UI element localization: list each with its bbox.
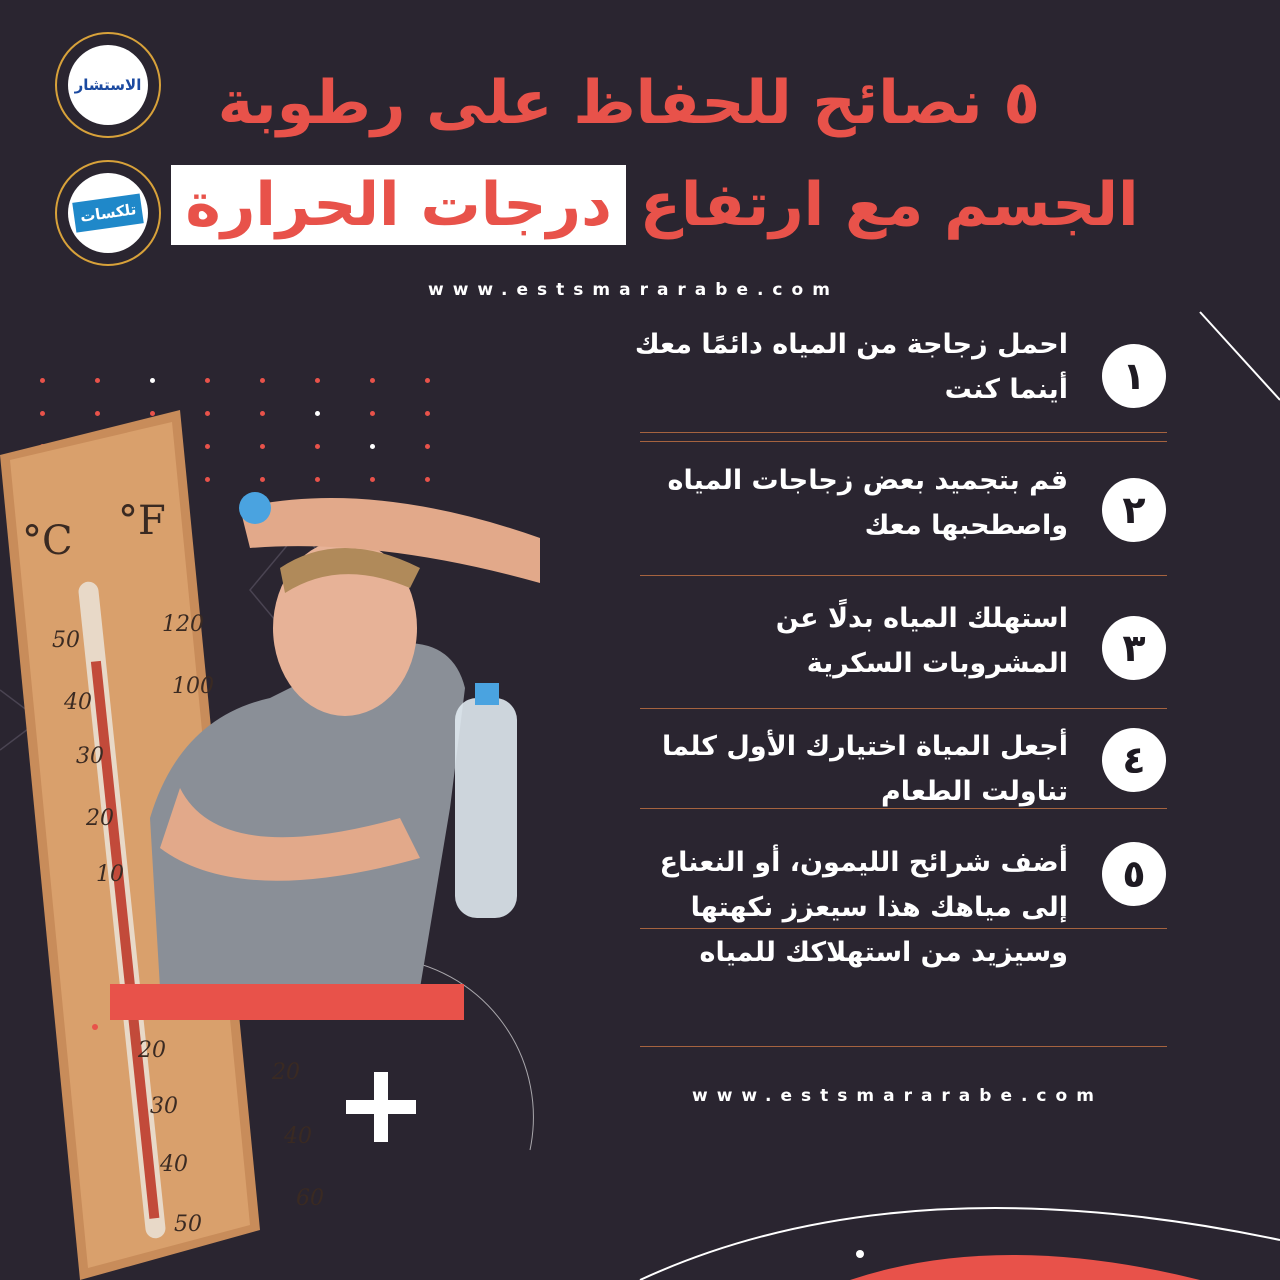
- dot-grid-dot: [315, 477, 320, 482]
- website-bottom: www.estsmararabe.com: [692, 1086, 1103, 1106]
- divider-1: [640, 432, 1167, 433]
- tip-1-number: ١: [1102, 344, 1166, 408]
- dot-grid-dot: [370, 411, 375, 416]
- talksat-logo: [55, 160, 161, 266]
- lower-fahrenheit-tick-20: 20: [272, 1060, 300, 1085]
- celsius-tick-30: 30: [76, 744, 104, 769]
- dot-grid-dot: [260, 411, 265, 416]
- lower-celsius-tick-30: 30: [150, 1094, 178, 1119]
- lower-celsius-tick-50: 50: [174, 1212, 202, 1237]
- plus-icon: [346, 1072, 416, 1142]
- tip-1-text: احمل زجاجة من المياه دائمًا معك أينما كنت: [634, 329, 1068, 405]
- fahrenheit-tick-100: 100: [172, 674, 214, 699]
- dot-grid-dot: [95, 378, 100, 383]
- dot-grid-dot: [315, 378, 320, 383]
- tip-3-number: ٣: [1102, 616, 1166, 680]
- tip-4-text: أجعل المياة اختيارك الأول كلما تناولت الطعام: [662, 731, 1068, 807]
- dot-grid-dot: [150, 378, 155, 383]
- dot-grid-dot: [370, 378, 375, 383]
- dot-grid-dot: [370, 477, 375, 482]
- title-line-2-plain: الجسم مع ارتفاع: [639, 170, 1139, 240]
- fahrenheit-tick-120: 120: [162, 612, 204, 637]
- divider-3: [640, 708, 1167, 709]
- dot-grid-dot: [425, 378, 430, 383]
- dot-grid-dot: [370, 444, 375, 449]
- red-accent-bar: [110, 984, 464, 1020]
- estshar-logo: [55, 32, 161, 138]
- lower-fahrenheit-tick-60: 60: [296, 1186, 324, 1211]
- estshar-logo-text: الاستشار: [74, 76, 142, 94]
- thermometer-celsius-label: °C: [22, 518, 73, 564]
- lower-celsius-tick-20: 20: [138, 1038, 166, 1063]
- dot-grid-dot: [260, 378, 265, 383]
- divider-2: [640, 575, 1167, 576]
- man-drinking-water-photo: [120, 488, 540, 988]
- celsius-tick-10: 10: [96, 862, 124, 887]
- red-dot: [92, 1024, 98, 1030]
- dot-grid-dot: [425, 444, 430, 449]
- tip-3-text: استهلك المياه بدلًا عن المشروبات السكرية: [775, 603, 1068, 679]
- lower-celsius-tick-40: 40: [160, 1152, 188, 1177]
- divider-5: [640, 928, 1167, 929]
- divider-4: [640, 808, 1167, 809]
- website-top: www.estsmararabe.com: [428, 280, 839, 300]
- dot-grid-dot: [260, 444, 265, 449]
- title-line-1: ٥ نصائح للحفاظ على رطوبة: [217, 68, 1040, 138]
- dot-grid-dot: [315, 411, 320, 416]
- thermometer-fahrenheit-label: °F: [118, 498, 166, 544]
- tip-5-number: ٥: [1102, 842, 1166, 906]
- dot-grid-dot: [205, 378, 210, 383]
- celsius-tick-20: 20: [86, 806, 114, 831]
- divider-1b: [640, 441, 1167, 442]
- talksat-logo-text: تلكسات: [78, 200, 138, 226]
- tip-5-text: أضف شرائح الليمون، أو النعناع إلى مياهك هذا سيعزز نكهتها وسيزيد من استهلاكك للمياه: [659, 847, 1068, 968]
- dot-grid-dot: [425, 477, 430, 482]
- celsius-tick-50: 50: [52, 628, 80, 653]
- tip-2-text: قم بتجميد بعض زجاجات المياه واصطحبها معك: [667, 465, 1068, 541]
- dot-grid-dot: [425, 411, 430, 416]
- title-line-2-highlight: درجات الحرارة: [171, 165, 625, 245]
- tip-2-number: ٢: [1102, 478, 1166, 542]
- divider-6: [640, 1046, 1167, 1047]
- title-line-2: [185, 160, 1139, 250]
- dot-grid-dot: [40, 378, 45, 383]
- dot-grid-dot: [315, 444, 320, 449]
- dot-grid-dot: [260, 477, 265, 482]
- white-dot: [856, 1250, 864, 1258]
- lower-fahrenheit-tick-40: 40: [284, 1124, 312, 1149]
- tip-4-number: ٤: [1102, 728, 1166, 792]
- celsius-tick-40: 40: [64, 690, 92, 715]
